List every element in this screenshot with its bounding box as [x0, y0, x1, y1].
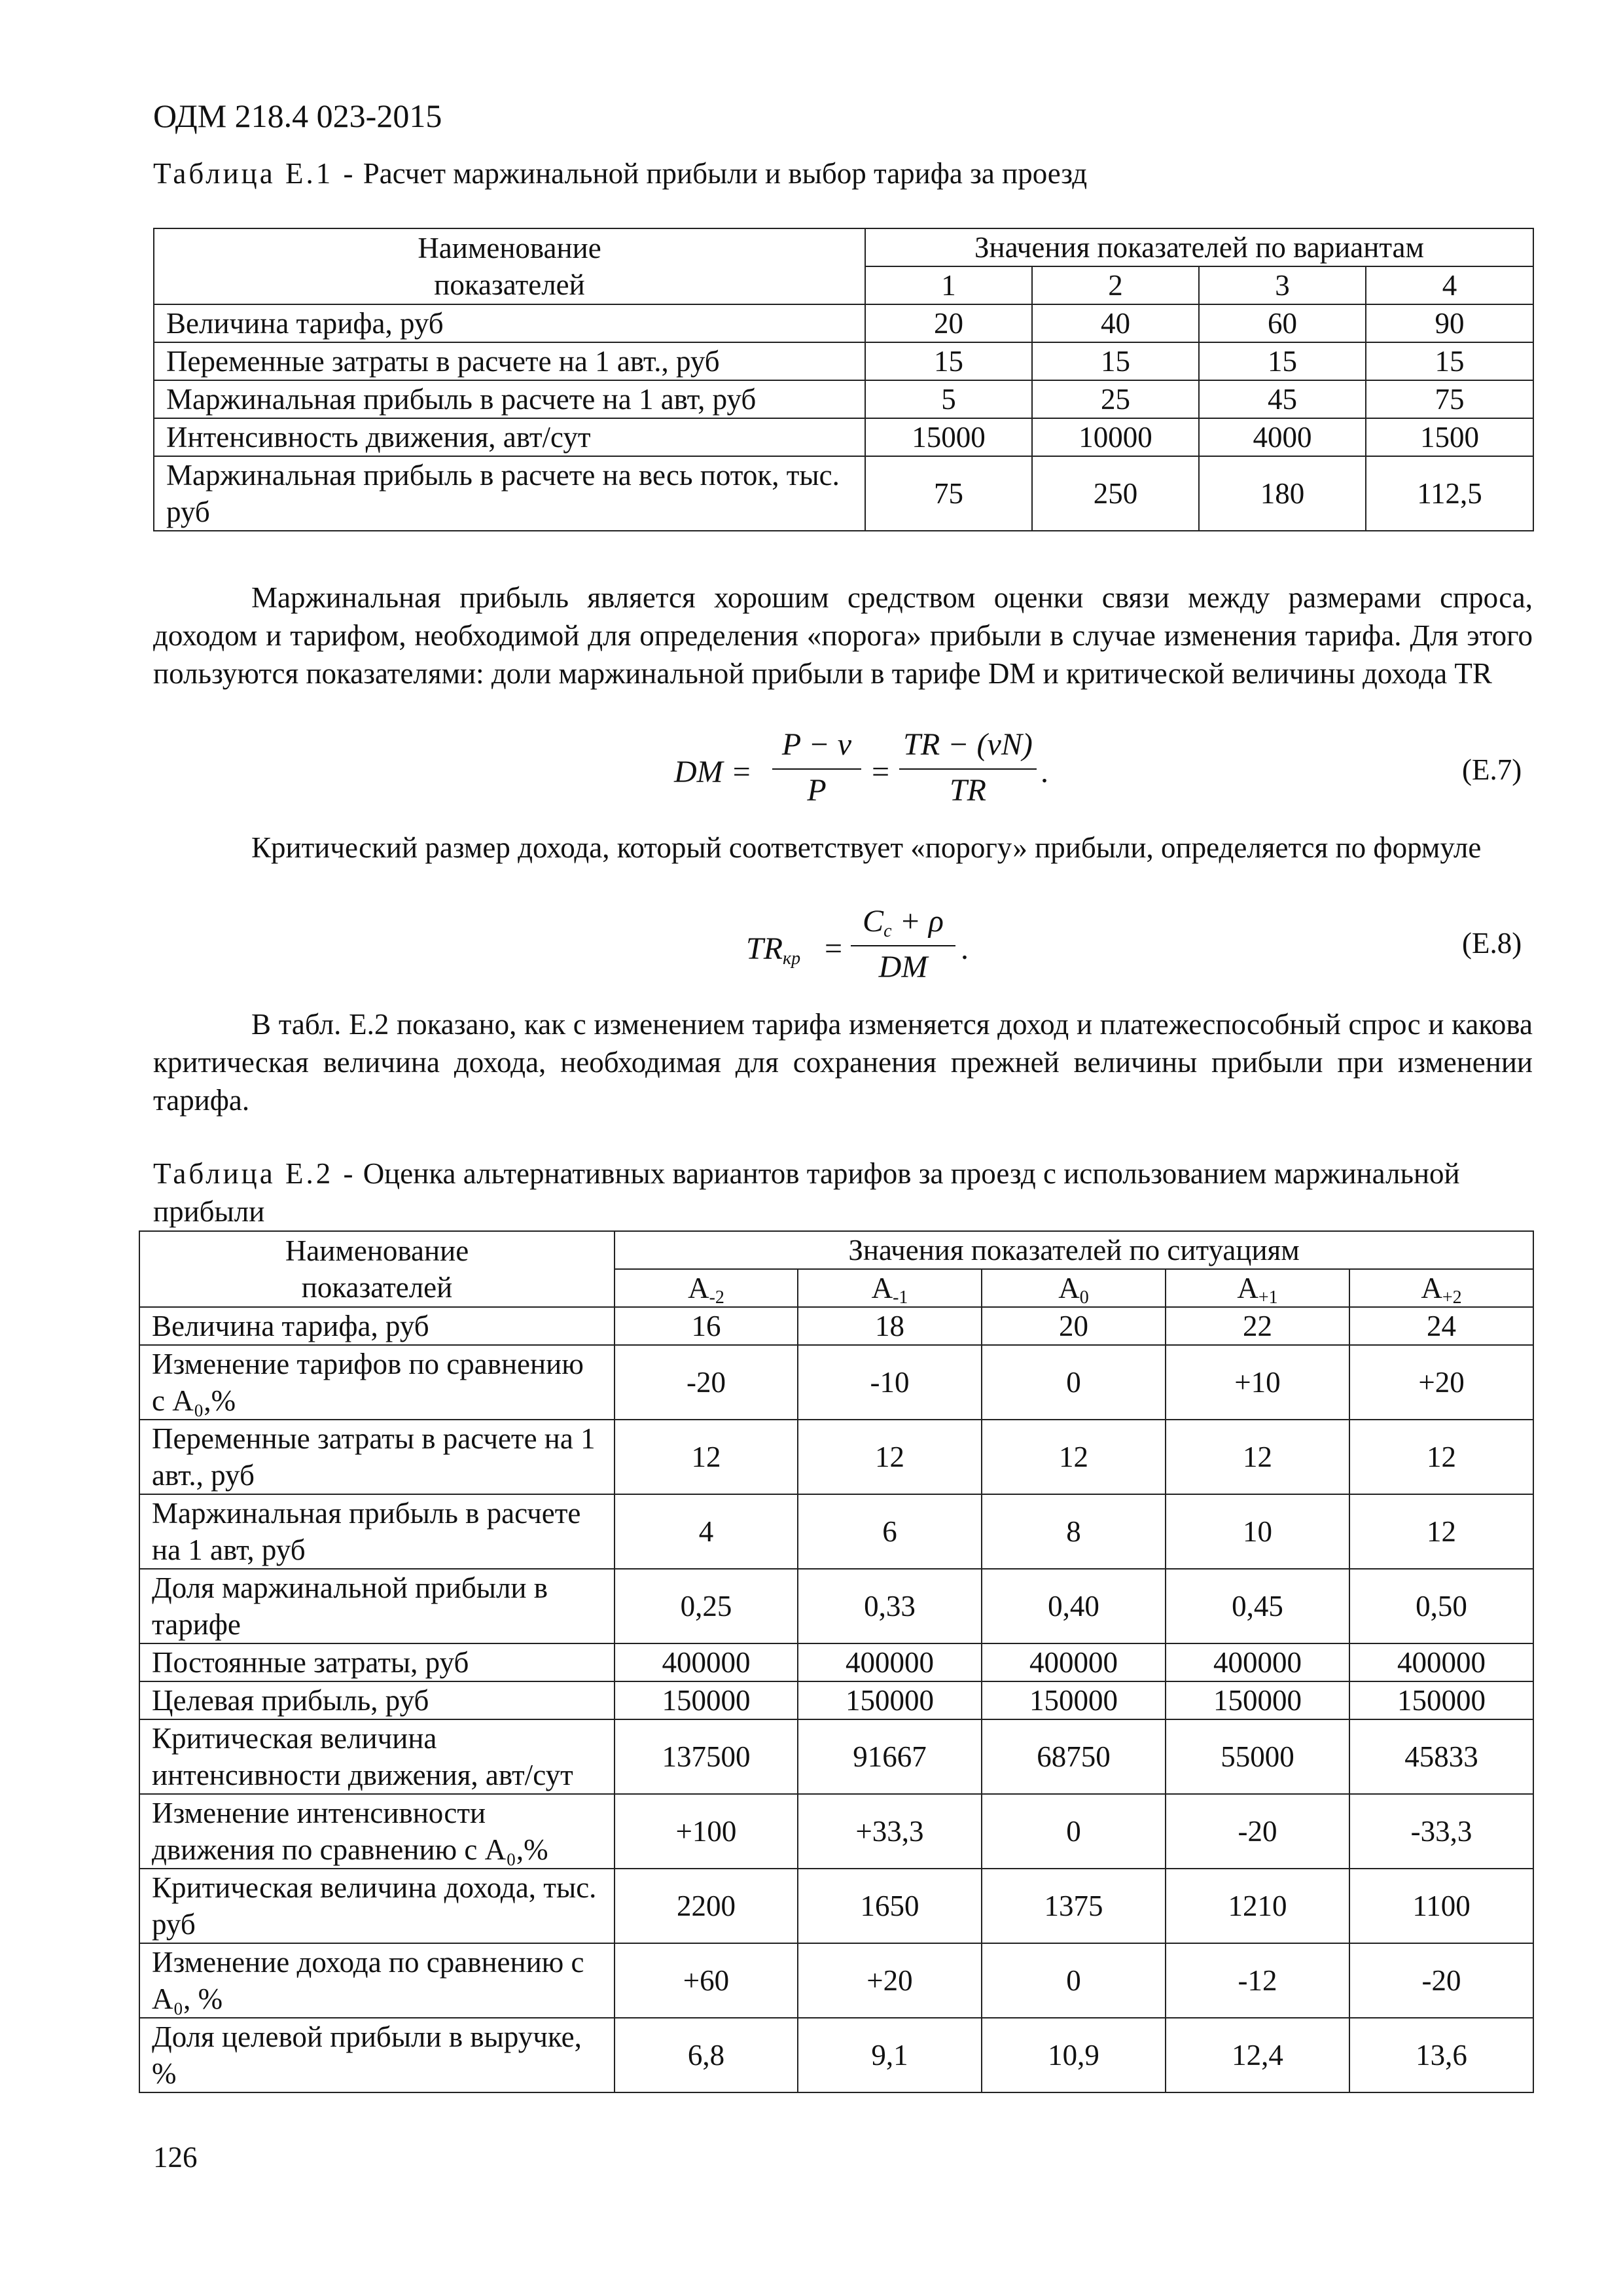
table-cell: 150000	[798, 1681, 982, 1719]
table-cell: 6,8	[615, 2018, 798, 2092]
formula-e7-period: .	[1041, 755, 1048, 789]
table2-col-header-main: А	[1421, 1272, 1442, 1304]
table-cell: 90	[1366, 304, 1533, 342]
row-label: Переменные затраты в расчете на 1 авт., руб	[139, 1420, 615, 1494]
table2	[139, 1230, 1534, 2093]
table-row	[139, 1943, 1533, 2018]
table-cell: -33,3	[1349, 1794, 1533, 1869]
page-number: 126	[153, 2141, 198, 2174]
table1-header-row-1	[154, 228, 1533, 266]
formula-e7	[674, 726, 1067, 818]
table2-col-header-sub: -2	[709, 1287, 724, 1308]
formula-e8-lhs	[746, 931, 800, 967]
row-label: Критическая величина интенсивности движения, авт/сут	[139, 1719, 615, 1794]
table1-name-header	[154, 228, 865, 304]
formula-e8-period: .	[961, 931, 969, 966]
table-cell: 20	[982, 1307, 1166, 1345]
table-cell: 16	[615, 1307, 798, 1345]
table2-col-header-sub: 0	[1079, 1287, 1089, 1308]
row-label: Переменные затраты в расчете на 1 авт., руб	[154, 342, 865, 380]
table-cell: 9,1	[798, 2018, 982, 2092]
table-cell: 12	[1166, 1420, 1349, 1494]
table-cell: +33,3	[798, 1794, 982, 1869]
table-cell: 400000	[1349, 1643, 1533, 1681]
table-cell: 2200	[615, 1869, 798, 1943]
table-row	[139, 2018, 1533, 2092]
document-header: ОДМ 218.4 023-2015	[153, 98, 442, 134]
table-cell: 12	[615, 1420, 798, 1494]
table-row	[139, 1569, 1533, 1643]
table-cell: +20	[798, 1943, 982, 2018]
table2-caption-text: Оценка альтернативных вариантов тарифов за проезд с использованием маржинальной прибыли	[153, 1157, 1460, 1228]
table-cell: 8	[982, 1494, 1166, 1569]
formula-e8-numerator	[851, 903, 955, 939]
table-cell: 400000	[1166, 1643, 1349, 1681]
formula-e8-denominator: DM	[878, 950, 928, 984]
table-cell: 1100	[1349, 1869, 1533, 1943]
formula-e7-frac2-numerator: TR − (vN)	[903, 727, 1033, 762]
table-row	[154, 380, 1533, 418]
table-cell: 15	[1032, 342, 1199, 380]
table-cell: 22	[1166, 1307, 1349, 1345]
table-row	[154, 418, 1533, 456]
table-cell: 5	[865, 380, 1032, 418]
table-cell: 0,40	[982, 1569, 1166, 1643]
formula-e8-num-main: C	[863, 904, 884, 939]
table-cell: -12	[1166, 1943, 1349, 2018]
formula-e8-num-subscript: c	[883, 921, 892, 941]
table-cell: 45833	[1349, 1719, 1533, 1794]
table-row	[139, 1345, 1533, 1420]
table-cell: 75	[865, 456, 1032, 531]
row-label: Изменение интенсивности движения по сравнению с А₀,%	[139, 1794, 615, 1869]
table2-col-header-main: А	[871, 1272, 893, 1304]
formula-e7-frac1-denominator: P	[807, 773, 827, 808]
table-cell: 12	[982, 1420, 1166, 1494]
table-cell: 20	[865, 304, 1032, 342]
row-label: Изменение тарифов по сравнению с А₀,%	[139, 1345, 615, 1420]
table-cell: 13,6	[1349, 2018, 1533, 2092]
paragraph-1: Маржинальная прибыль является хорошим средством оценки связи между размерами спроса, доходом и тарифом, необходимой для определения «порога» прибыли в случае изменения тарифа. Для этого пользуются показателями: доли маржинальной прибыли в тарифе DM и критической величины дохода TR	[153, 581, 1533, 690]
table2-group-header: Значения показателей по ситуациям	[615, 1231, 1533, 1269]
table1-caption-label: Таблица Е.1 -	[153, 157, 356, 190]
table-cell: 0	[982, 1794, 1166, 1869]
table2-col-header-main: А	[1058, 1272, 1080, 1304]
formula-e8	[746, 903, 1008, 995]
table2-col-header-sub: +2	[1442, 1287, 1462, 1308]
table-cell: 24	[1349, 1307, 1533, 1345]
table1-col-header: 2	[1032, 266, 1199, 304]
table2-col-header	[1349, 1269, 1533, 1307]
row-label: Маржинальная прибыль в расчете на 1 авт, руб	[139, 1494, 615, 1569]
table-cell: 150000	[982, 1681, 1166, 1719]
table1	[153, 228, 1534, 531]
formula-e7-lhs: DM =	[674, 755, 753, 789]
table-cell: 0,50	[1349, 1569, 1533, 1643]
table-row	[154, 304, 1533, 342]
row-label: Доля целевой прибыли в выручке, %	[139, 2018, 615, 2092]
row-label: Маржинальная прибыль в расчете на 1 авт, руб	[154, 380, 865, 418]
table-cell: 75	[1366, 380, 1533, 418]
table-cell: 0,45	[1166, 1569, 1349, 1643]
table-cell: 150000	[1166, 1681, 1349, 1719]
table1-caption-text: Расчет маржинальной прибыли и выбор тарифа за проезд	[355, 157, 1088, 190]
table1-col-header: 3	[1199, 266, 1366, 304]
table-cell: +60	[615, 1943, 798, 2018]
table2-col-header	[615, 1269, 798, 1307]
formula-e8-lhs-subscript: кр	[783, 948, 801, 969]
table-cell: 6	[798, 1494, 982, 1569]
table-cell: 150000	[1349, 1681, 1533, 1719]
table-row	[139, 1307, 1533, 1345]
table2-name-header	[139, 1231, 615, 1307]
table-row	[139, 1869, 1533, 1943]
table2-col-header-main: А	[688, 1272, 709, 1304]
table2-col-header-sub: -1	[893, 1287, 908, 1308]
table-cell: 4	[615, 1494, 798, 1569]
table-cell: 400000	[798, 1643, 982, 1681]
row-label: Величина тарифа, руб	[154, 304, 865, 342]
table-row	[154, 456, 1533, 531]
table-cell: 12	[798, 1420, 982, 1494]
table-cell: +20	[1349, 1345, 1533, 1420]
table1-name-header-line1: Наименование	[418, 232, 601, 264]
table2-col-header-main: А	[1237, 1272, 1258, 1304]
table-cell: 60	[1199, 304, 1366, 342]
formula-e7-frac2-bar	[899, 768, 1037, 770]
table1-body	[154, 228, 1533, 531]
table-cell: +100	[615, 1794, 798, 1869]
formula-e7-frac1-numerator: P − v	[781, 727, 852, 762]
table-cell: -20	[615, 1345, 798, 1420]
row-label: Постоянные затраты, руб	[139, 1643, 615, 1681]
table-cell: 91667	[798, 1719, 982, 1794]
table2-col-header-sub: +1	[1258, 1287, 1278, 1308]
table2-name-header-line1: Наименование	[285, 1234, 469, 1267]
table-cell: 40	[1032, 304, 1199, 342]
table2-body	[139, 1231, 1533, 2092]
table-cell: 0,33	[798, 1569, 982, 1643]
table-cell: 10000	[1032, 418, 1199, 456]
table1-group-header: Значения показателей по вариантам	[865, 228, 1533, 266]
table-cell: 25	[1032, 380, 1199, 418]
table-cell: 45	[1199, 380, 1366, 418]
table-cell: 12,4	[1166, 2018, 1349, 2092]
table-cell: 18	[798, 1307, 982, 1345]
table1-col-header: 4	[1366, 266, 1533, 304]
table-cell: +10	[1166, 1345, 1349, 1420]
table2-caption	[153, 1155, 1495, 1230]
table-cell: 0,25	[615, 1569, 798, 1643]
table-cell: 1375	[982, 1869, 1166, 1943]
table-row	[139, 1681, 1533, 1719]
formula-e8-lhs-main: TR	[746, 931, 783, 966]
table-cell: 0	[982, 1345, 1166, 1420]
table-cell: 150000	[615, 1681, 798, 1719]
table-row	[139, 1719, 1533, 1794]
table-cell: -20	[1166, 1794, 1349, 1869]
formula-e8-number: (Е.8)	[1462, 927, 1522, 960]
table2-name-header-line2: показателей	[301, 1271, 453, 1304]
table-cell: 55000	[1166, 1719, 1349, 1794]
table-cell: 10,9	[982, 2018, 1166, 2092]
table2-col-header	[982, 1269, 1166, 1307]
formula-e8-equals: =	[825, 931, 843, 966]
table-cell: 112,5	[1366, 456, 1533, 531]
table-cell: 400000	[615, 1643, 798, 1681]
formula-e7-frac2-denominator: TR	[949, 773, 986, 808]
table-cell: 15	[1199, 342, 1366, 380]
table-cell: 4000	[1199, 418, 1366, 456]
table-cell: 15	[865, 342, 1032, 380]
table-row	[139, 1420, 1533, 1494]
formula-e8-bar	[851, 945, 955, 946]
paragraph-2: Критический размер дохода, который соответствует «порогу» прибыли, определяется по формуле	[251, 831, 1482, 864]
table-row	[139, 1794, 1533, 1869]
formula-e7-frac1-bar	[772, 768, 861, 770]
formula-e7-equals: =	[872, 755, 890, 789]
table-cell: 1210	[1166, 1869, 1349, 1943]
table2-col-header	[798, 1269, 982, 1307]
formula-e8-num-rest: + ρ	[891, 904, 944, 939]
table-cell: 12	[1349, 1494, 1533, 1569]
table-cell: 68750	[982, 1719, 1166, 1794]
table1-caption	[153, 154, 1495, 192]
table1-col-header: 1	[865, 266, 1032, 304]
table-row	[139, 1643, 1533, 1681]
table-cell: -20	[1349, 1943, 1533, 2018]
table-cell: 180	[1199, 456, 1366, 531]
table-cell: 10	[1166, 1494, 1349, 1569]
table2-col-header	[1166, 1269, 1349, 1307]
table-cell: -10	[798, 1345, 982, 1420]
table-cell: 137500	[615, 1719, 798, 1794]
row-label: Доля маржинальной прибыли в тарифе	[139, 1569, 615, 1643]
row-label: Величина тарифа, руб	[139, 1307, 615, 1345]
row-label: Интенсивность движения, авт/сут	[154, 418, 865, 456]
row-label: Изменение дохода по сравнению с А₀, %	[139, 1943, 615, 2018]
table-cell: 1650	[798, 1869, 982, 1943]
table-cell: 15	[1366, 342, 1533, 380]
table-cell: 1500	[1366, 418, 1533, 456]
table-cell: 15000	[865, 418, 1032, 456]
formula-e7-number: (Е.7)	[1462, 753, 1522, 786]
table2-caption-label: Таблица Е.2 -	[153, 1157, 356, 1190]
table-cell: 400000	[982, 1643, 1166, 1681]
paragraph-3: В табл. Е.2 показано, как с изменением тарифа изменяется доход и платежеспособный спрос и какова критическая величина дохода, необходимая для сохранения прежней величины прибыли при изменении тарифа.	[153, 1008, 1533, 1117]
row-label: Критическая величина дохода, тыс. руб	[139, 1869, 615, 1943]
table1-name-header-line2: показателей	[434, 268, 585, 301]
row-label: Маржинальная прибыль в расчете на весь поток, тыс. руб	[154, 456, 865, 531]
row-label: Целевая прибыль, руб	[139, 1681, 615, 1719]
table-cell: 12	[1349, 1420, 1533, 1494]
table-row	[154, 342, 1533, 380]
table-cell: 0	[982, 1943, 1166, 2018]
table-cell: 250	[1032, 456, 1199, 531]
table-row	[139, 1494, 1533, 1569]
table2-header-row-1	[139, 1231, 1533, 1269]
